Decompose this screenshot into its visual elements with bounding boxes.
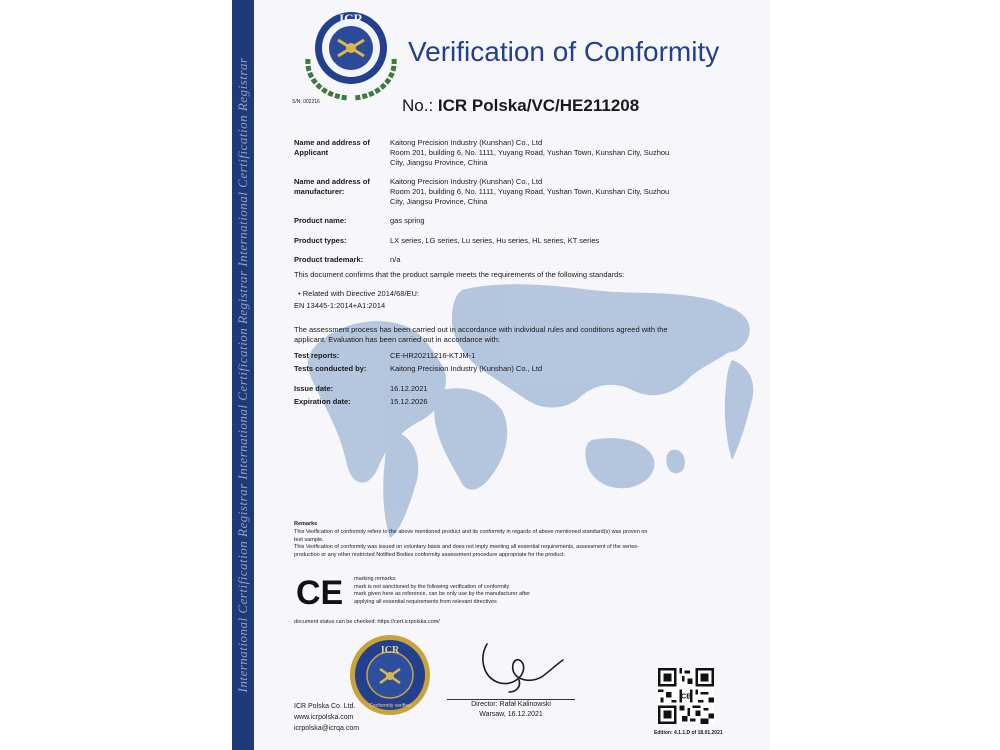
product-types-value: LX series, LG series, Lu series, Hu series, HL series, KT series <box>390 236 600 245</box>
product-types-label: Product types: <box>294 236 347 245</box>
directive-text: Related with Directive 2014/68/EU: <box>302 289 420 298</box>
applicant-value: Kaitong Precision Industry (Kunshan) Co., Ltd Room 201, building 6, No. 1111, Yuyang Road, Yushan Town, Kunshan City, Suzhou City, Jiangsu Province, China <box>390 138 670 167</box>
product-name-label: Product name: <box>294 216 347 225</box>
signature-line <box>447 699 575 700</box>
footer-company: ICR Polska Co. Ltd. <box>294 703 356 710</box>
signature-icon <box>457 636 567 696</box>
tests-conducted-label: Tests conducted by: <box>294 364 367 373</box>
issue-date-label: Issue date: <box>294 384 334 393</box>
svg-text:ICR: ICR <box>339 11 363 26</box>
directive-bullet: • <box>298 289 301 298</box>
trademark-value: n/a <box>390 255 401 264</box>
certificate-sheet <box>232 0 770 750</box>
standard-text: EN 13445-1:2014+A1:2014 <box>294 301 386 310</box>
certificate-number <box>402 96 639 116</box>
svg-text:CE: CE <box>296 574 344 608</box>
side-band <box>232 0 254 750</box>
qr-code-icon <box>658 668 714 724</box>
directive-line <box>298 289 419 299</box>
confirmation-text: This document confirms that the product sample meets the requirements of the following standards: <box>294 270 625 279</box>
director-name: Director: Rafał Kalinowski <box>471 701 551 708</box>
trademark-label: Product trademark: <box>294 255 364 264</box>
svg-text:Conformity verified: Conformity verified <box>369 703 411 709</box>
icr-logo <box>298 4 404 102</box>
svg-text:ICR: ICR <box>380 645 400 656</box>
remarks-text: This Verification of conformity refers to the above mentioned product and its conformity in regards of above mentioned standard(s) was proven on test sample. This Verification of conformity was issued on voluntary basis and does not imply meeting all essential requirements, assessment of the series- production or any other restricted Notified Bodies conformity assessment procedure appropriate for the product. <box>294 529 648 558</box>
applicant-label: Name and address of Applicant <box>294 138 370 157</box>
issue-date-value: 16.12.2021 <box>390 384 428 393</box>
svg-text:CE: CE <box>680 691 692 701</box>
footer-email: icrpolska@icrqa.com <box>294 725 360 732</box>
conformity-seal-icon <box>347 633 433 717</box>
test-reports-label: Test reports: <box>294 351 340 360</box>
side-band-text: International Certification Registrar International Certification Registrar International Certification Registrar <box>235 57 250 693</box>
marking-remarks: marking remarks: mark is not sanctioned by the following verification of conformity mark given here as reference, can be only use by the manufacturer after applying all essential requirements from relevant directives <box>354 576 531 605</box>
signed-place-date: Warsaw, 16.12.2021 <box>479 711 543 718</box>
manufacturer-label: Name and address of manufacturer: <box>294 177 370 196</box>
tests-conducted-value: Kaitong Precision Industry (Kunshan) Co., Ltd <box>390 364 543 373</box>
expiration-date-label: Expiration date: <box>294 397 351 406</box>
assessment-text: The assessment process has been carried out in accordance with individual rules and conditions agreed with the applicant. Evaluation has been carried out in accordance with: <box>294 325 668 344</box>
certificate-number-prefix: No.: <box>402 96 438 115</box>
test-reports-value: CE-HR20211216-KTJM-1 <box>390 351 476 360</box>
product-name-value: gas spring <box>390 216 425 225</box>
edition-text: Edition: 4.1.1.D of 18.01.2021 <box>654 730 723 736</box>
remarks-heading: Remarks <box>294 521 318 527</box>
document-status-link: document status can be checked: https://cert.icrpolska.com/ <box>294 619 440 625</box>
expiration-date-value: 15.12.2026 <box>390 397 428 406</box>
manufacturer-value: Kaitong Precision Industry (Kunshan) Co., Ltd Room 201, building 6, No. 1111, Yuyang Road, Yushan Town, Kunshan City, Suzhou City, Jiangsu Province, China <box>390 177 670 206</box>
ce-mark-icon <box>294 574 350 608</box>
serial-number: S/N: 002216 <box>292 99 320 105</box>
certificate-number-value: ICR Polska/VC/HE211208 <box>437 96 640 115</box>
document-title: Verification of Conformity <box>408 36 720 67</box>
footer-website: www.icrpolska.com <box>294 714 354 721</box>
